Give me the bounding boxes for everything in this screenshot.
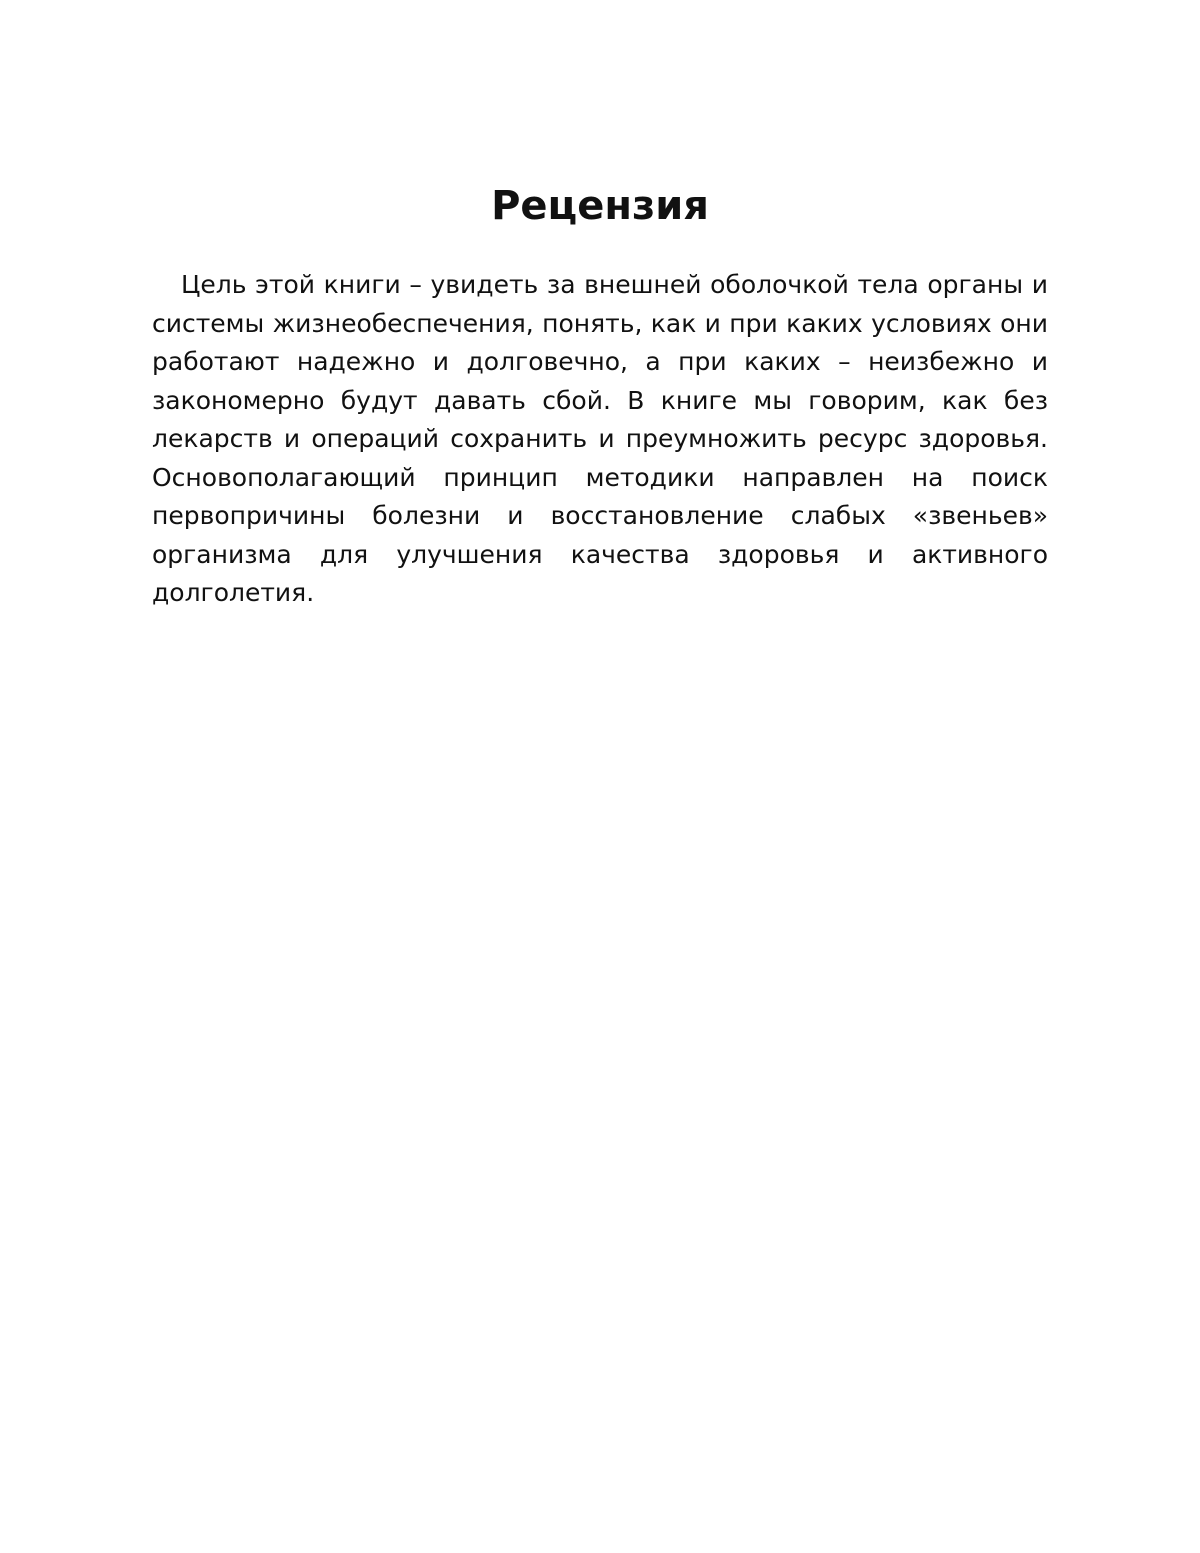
page-title: Рецензия [491,183,709,229]
body-paragraph: Цель этой книги – увидеть за внешней оболочкой тела органы и системы жизнеобеспечения, понять, как и при каких условиях они работают надежно и долговечно, а при каких – неизбежно и закономерно будут давать сбой. В книге мы говорим, как без лекарств и операций сохранить и преумножить ресурс здоровья. Основополагающий принцип методики направлен на поиск первопричины болезни и восстановление слабых «звеньев» организма для улучшения качества здоровья и активного долголетия. [152,270,1048,607]
